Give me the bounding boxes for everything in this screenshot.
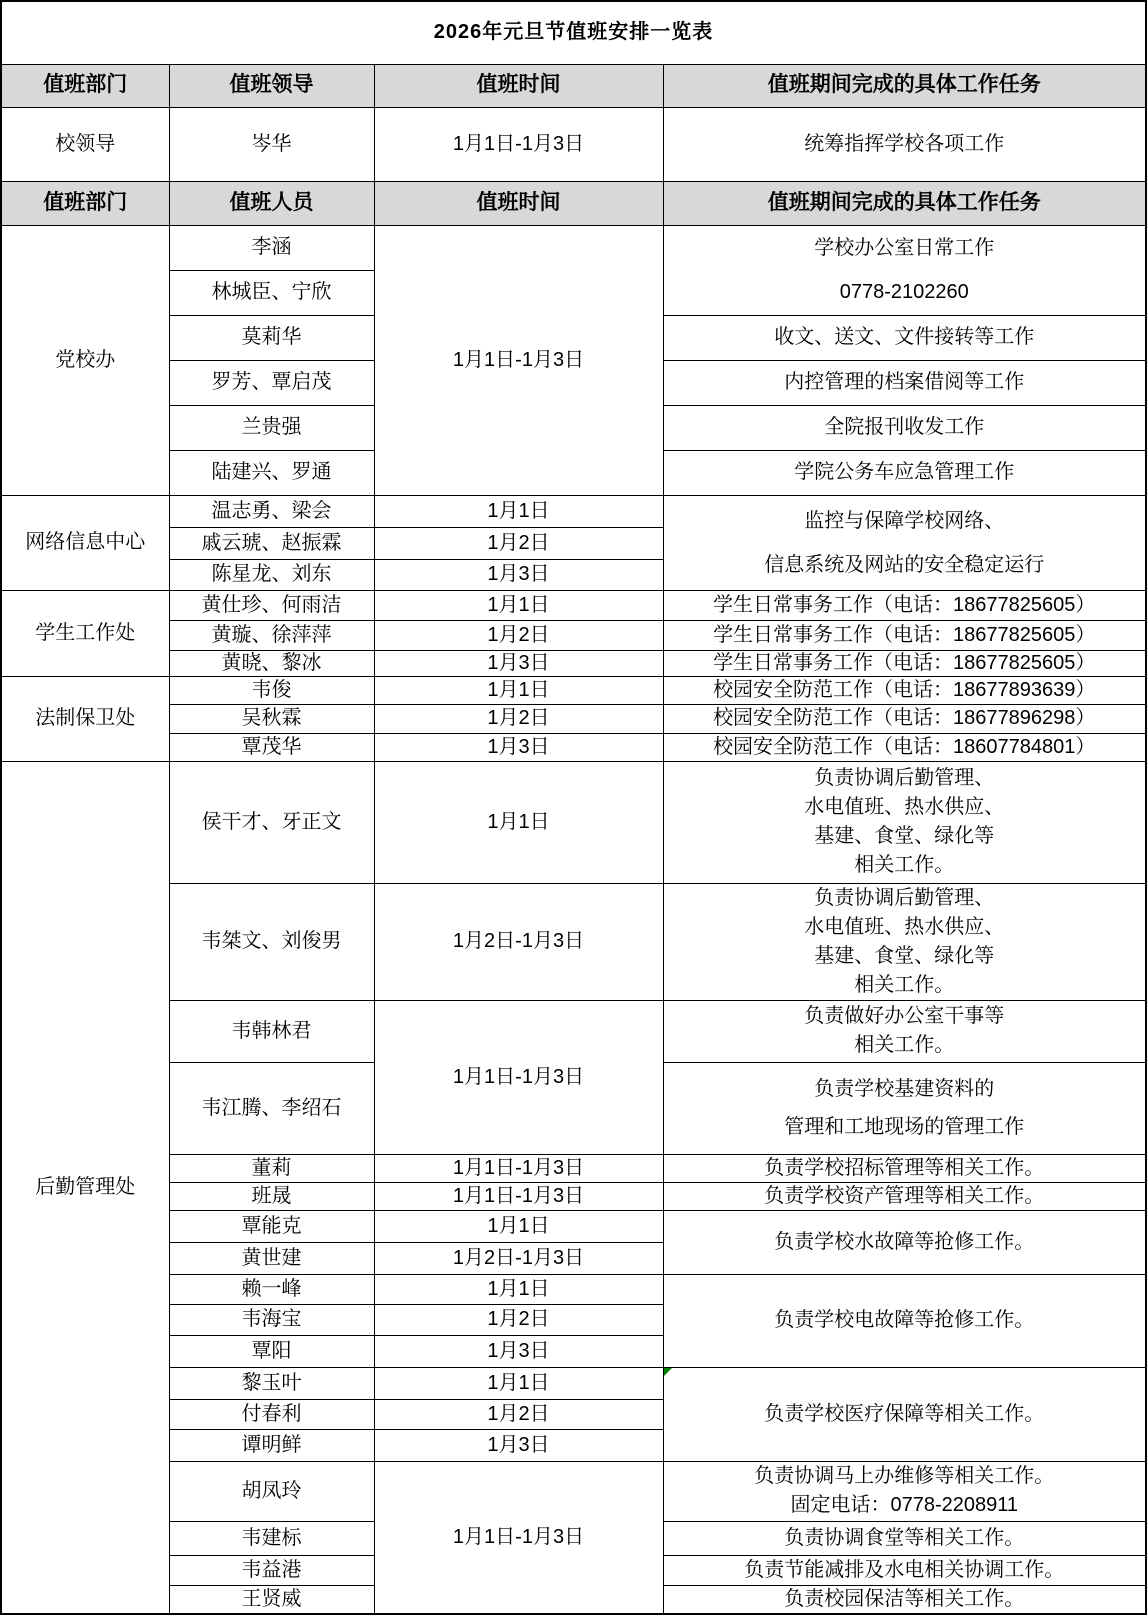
table-row [1, 590, 1146, 620]
dept-cell-network-center: 网络信息中心 [1, 495, 169, 590]
header-dept: 值班部门 [1, 181, 169, 225]
time-cell: 1月1日-1月3日 [374, 1154, 663, 1182]
table-row [1, 620, 1146, 650]
task-cell [663, 761, 1146, 883]
table-row [1, 761, 1146, 883]
name-cell: 黄世建 [169, 1242, 374, 1274]
table-row [1, 1182, 1146, 1210]
task-line: 负责协调后勤管理、 [814, 886, 995, 909]
name-cell: 韦江腾、李绍石 [169, 1062, 374, 1154]
dept-cell-school-leader: 校领导 [1, 107, 169, 181]
time-cell: 1月1日-1月3日 [374, 1182, 663, 1210]
task-cell: 收文、送文、文件接转等工作 [663, 315, 1146, 360]
header-dept: 值班部门 [1, 64, 169, 107]
dept-cell-dangxiaoban: 党校办 [1, 225, 169, 495]
task-line: 固定电话：0778-2208911 [790, 1494, 1019, 1516]
time-cell: 1月1日 [374, 676, 663, 704]
time-cell: 1月1日-1月3日 [374, 107, 663, 181]
name-cell: 莫莉华 [169, 315, 374, 360]
header-task: 值班期间完成的具体工作任务 [663, 64, 1146, 107]
header-leader: 值班领导 [169, 64, 374, 107]
task-cell: 校园安全防范工作（电话：18607784801） [663, 733, 1146, 761]
task-line: 负责协调后勤管理、 [814, 767, 995, 789]
header-person: 值班人员 [169, 181, 374, 225]
task-cell: 学生日常事务工作（电话：18677825605） [663, 650, 1146, 676]
task-line: 监控与保障学校网络、 [804, 509, 1005, 532]
dept-cell-logistics: 后勤管理处 [1, 761, 169, 1614]
task-text: 负责学校医疗保障等相关工作。 [764, 1402, 1045, 1425]
time-cell: 1月1日-1月3日 [374, 225, 663, 495]
task-cell: 学院公务车应急管理工作 [663, 450, 1146, 495]
name-cell: 韦桀文、刘俊男 [169, 883, 374, 1000]
task-cell: 负责节能减排及水电相关协调工作。 [663, 1555, 1146, 1585]
name-cell: 谭明鲜 [169, 1429, 374, 1461]
table-row [1, 1274, 1146, 1304]
header-time: 值班时间 [374, 181, 663, 225]
name-cell: 罗芳、覃启茂 [169, 360, 374, 405]
table-row [1, 107, 1146, 181]
time-cell: 1月1日-1月3日 [374, 1461, 663, 1614]
name-cell: 侯干才、牙正文 [169, 761, 374, 883]
table-row [1, 1000, 1146, 1062]
page-title: 2026年元旦节值班安排一览表 [1, 1, 1146, 64]
task-cell [663, 225, 1146, 315]
name-cell: 韦韩林君 [169, 1000, 374, 1062]
task-cell: 内控管理的档案借阅等工作 [663, 360, 1146, 405]
table-row [1, 1367, 1146, 1399]
task-line: 基建、食堂、绿化等 [814, 944, 995, 967]
name-cell: 岑华 [169, 107, 374, 181]
table-row [1, 64, 1146, 107]
task-cell: 学生日常事务工作（电话：18677825605） [663, 590, 1146, 620]
task-cell: 统筹指挥学校各项工作 [663, 107, 1146, 181]
task-line: 相关工作。 [854, 854, 955, 876]
time-cell: 1月1日 [374, 590, 663, 620]
name-cell: 覃能克 [169, 1210, 374, 1242]
task-cell [663, 1461, 1146, 1521]
time-cell: 1月1日 [374, 1210, 663, 1242]
table-row [1, 733, 1146, 761]
name-cell: 李涵 [169, 225, 374, 270]
table-row [1, 181, 1146, 225]
time-cell: 1月2日 [374, 620, 663, 650]
task-cell: 负责协调食堂等相关工作。 [663, 1521, 1146, 1555]
table-row [1, 883, 1146, 1000]
task-line: 信息系统及网站的安全稳定运行 [764, 553, 1045, 576]
table-row [1, 225, 1146, 270]
time-cell: 1月3日 [374, 650, 663, 676]
name-cell: 黎玉叶 [169, 1367, 374, 1399]
name-cell: 付春利 [169, 1399, 374, 1429]
time-cell: 1月3日 [374, 733, 663, 761]
table-row [1, 1210, 1146, 1242]
task-cell: 校园安全防范工作（电话：18677896298） [663, 704, 1146, 733]
time-cell: 1月1日 [374, 1367, 663, 1399]
time-cell: 1月1日 [374, 1274, 663, 1304]
table-row [1, 1154, 1146, 1182]
task-cell: 负责学校资产管理等相关工作。 [663, 1182, 1146, 1210]
table-row [1, 1461, 1146, 1521]
name-cell: 韦俊 [169, 676, 374, 704]
name-cell: 韦海宝 [169, 1304, 374, 1335]
dept-cell-student-affairs: 学生工作处 [1, 590, 169, 676]
task-cell: 负责校园保洁等相关工作。 [663, 1585, 1146, 1614]
name-cell: 班晟 [169, 1182, 374, 1210]
task-cell: 全院报刊收发工作 [663, 405, 1146, 450]
time-cell: 1月3日 [374, 1429, 663, 1461]
task-cell [663, 1000, 1146, 1062]
time-cell: 1月1日 [374, 761, 663, 883]
name-cell: 覃茂华 [169, 733, 374, 761]
name-cell: 兰贵强 [169, 405, 374, 450]
task-line: 负责学校基建资料的 [814, 1078, 995, 1100]
cell-comment-marker [664, 1368, 672, 1376]
header-task: 值班期间完成的具体工作任务 [663, 181, 1146, 225]
task-cell: 校园安全防范工作（电话：18677893639） [663, 676, 1146, 704]
time-cell: 1月3日 [374, 559, 663, 590]
task-cell [663, 1062, 1146, 1154]
dept-cell-legal-security: 法制保卫处 [1, 676, 169, 761]
task-line: 水电值班、热水供应、 [804, 796, 1005, 818]
task-cell [663, 883, 1146, 1000]
task-line: 0778-2102260 [839, 281, 969, 303]
time-cell: 1月2日-1月3日 [374, 883, 663, 1000]
task-cell: 学生日常事务工作（电话：18677825605） [663, 620, 1146, 650]
name-cell: 胡凤玲 [169, 1461, 374, 1521]
name-cell: 戚云琥、赵振霖 [169, 527, 374, 559]
time-cell: 1月2日 [374, 704, 663, 733]
time-cell: 1月3日 [374, 1335, 663, 1367]
name-cell: 吴秋霖 [169, 704, 374, 733]
table-row [1, 676, 1146, 704]
time-cell: 1月2日 [374, 1399, 663, 1429]
name-cell: 陈星龙、刘东 [169, 559, 374, 590]
task-line: 相关工作。 [854, 1034, 955, 1056]
name-cell: 董莉 [169, 1154, 374, 1182]
task-line: 学校办公室日常工作 [814, 237, 995, 259]
header-time: 值班时间 [374, 64, 663, 107]
name-cell: 韦益港 [169, 1555, 374, 1585]
name-cell: 黄璇、徐萍萍 [169, 620, 374, 650]
task-line: 负责协调马上办维修等相关工作。 [754, 1465, 1055, 1487]
task-cell [663, 495, 1146, 590]
task-cell: 负责学校招标管理等相关工作。 [663, 1154, 1146, 1182]
name-cell: 王贤威 [169, 1585, 374, 1614]
name-cell: 覃阳 [169, 1335, 374, 1367]
task-line: 负责做好办公室干事等 [804, 1005, 1005, 1027]
time-cell: 1月1日 [374, 495, 663, 527]
table-row [1, 704, 1146, 733]
name-cell: 林城臣、宁欣 [169, 270, 374, 315]
name-cell: 黄晓、黎冰 [169, 650, 374, 676]
task-line: 水电值班、热水供应、 [804, 915, 1005, 938]
task-cell: 负责学校电故障等抢修工作。 [663, 1274, 1146, 1367]
task-cell [663, 1367, 1146, 1461]
time-cell: 1月2日-1月3日 [374, 1242, 663, 1274]
task-line: 管理和工地现场的管理工作 [784, 1116, 1025, 1138]
time-cell: 1月1日-1月3日 [374, 1000, 663, 1154]
time-cell: 1月2日 [374, 1304, 663, 1335]
name-cell: 黄仕珍、何雨洁 [169, 590, 374, 620]
table-row [1, 650, 1146, 676]
table-row [1, 1, 1146, 64]
task-line: 基建、食堂、绿化等 [814, 825, 995, 847]
name-cell: 陆建兴、罗通 [169, 450, 374, 495]
time-cell: 1月2日 [374, 527, 663, 559]
name-cell: 韦建标 [169, 1521, 374, 1555]
name-cell: 赖一峰 [169, 1274, 374, 1304]
task-line: 相关工作。 [854, 973, 955, 996]
task-cell: 负责学校水故障等抢修工作。 [663, 1210, 1146, 1274]
name-cell: 温志勇、梁会 [169, 495, 374, 527]
table-row [1, 495, 1146, 527]
